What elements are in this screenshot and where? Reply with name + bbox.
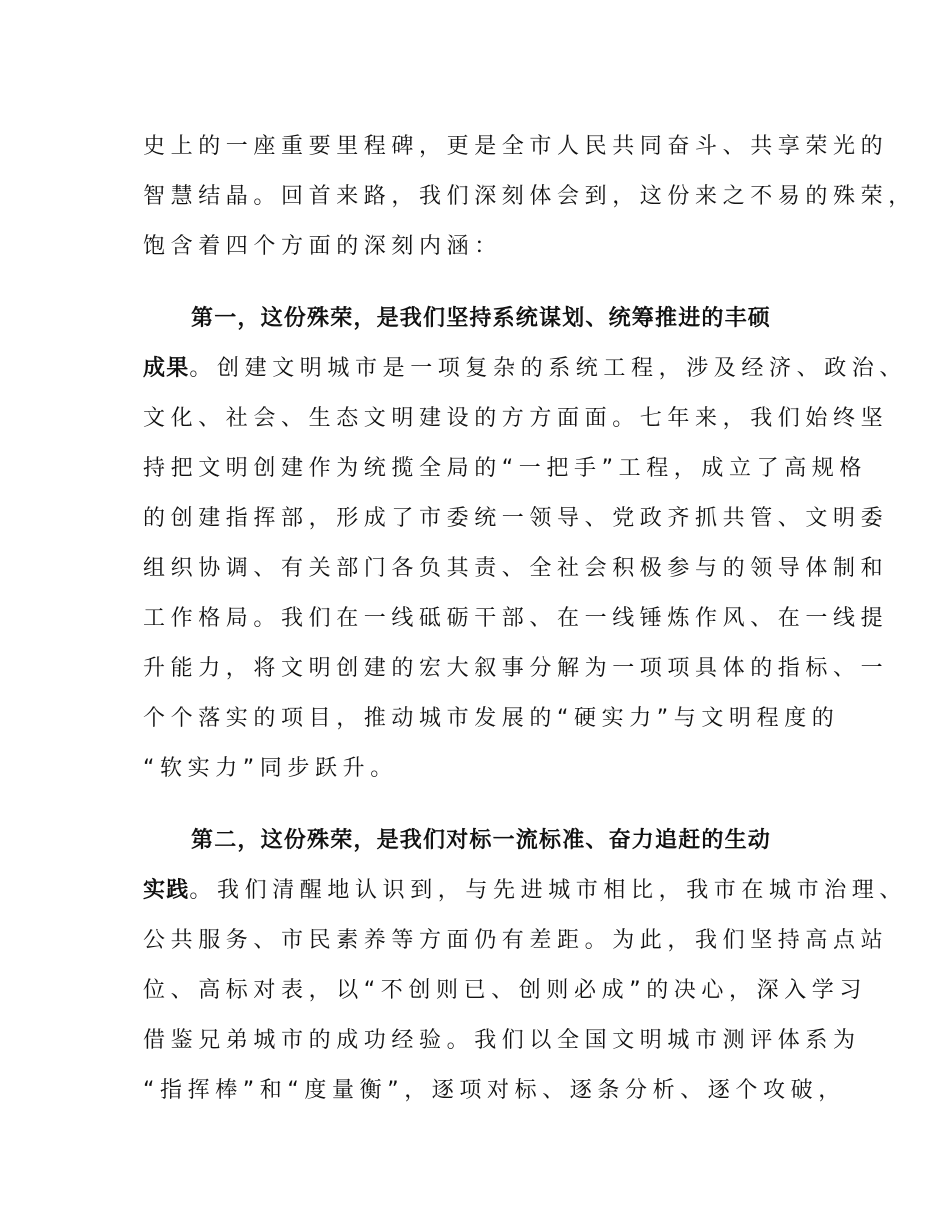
text-line-rest: 。我们清醒地认识到，与先进城市相比，我市在城市治理、	[189, 878, 908, 903]
text-line: 公共服务、市民素养等方面仍有差距。为此，我们坚持高点站	[143, 928, 889, 953]
paragraph-second	[143, 816, 908, 1116]
text-line: 组织协调、有关部门各负其责、全社会积极参与的领导体制和	[143, 556, 889, 581]
text-line-rest: 。创建文明城市是一项复杂的系统工程，涉及经济、政治、	[189, 356, 908, 381]
text-line: 个个落实的项目，推动城市发展的“硬实力”与文明程度的	[143, 706, 840, 731]
text-line: 史上的一座重要里程碑，更是全市人民共同奋斗、共享荣光的	[143, 134, 889, 159]
document-page	[143, 122, 916, 1116]
section-heading-second: 第二，这份殊荣，是我们对标一流标准、奋力追赶的生动	[191, 828, 772, 853]
text-line: “指挥棒”和“度量衡”，逐项对标、逐条分析、逐个攻破，	[143, 1078, 846, 1103]
text-line: 的创建指挥部，形成了市委统一领导、党政齐抓共管、文明委	[143, 506, 889, 531]
paragraph-spacer	[143, 272, 823, 294]
paragraph-spacer	[143, 794, 823, 816]
text-line: 位、高标对表，以“不创则已、创则必成”的决心，深入学习	[143, 978, 867, 1003]
text-line: 持把文明创建作为统揽全局的“一把手”工程，成立了高规格	[143, 456, 867, 481]
text-line: 文化、社会、生态文明建设的方方面面。七年来，我们始终坚	[143, 406, 889, 431]
text-line: 工作格局。我们在一线砥砺干部、在一线锤炼作风、在一线提	[143, 606, 889, 631]
section-heading-first: 第一，这份殊荣，是我们坚持系统谋划、统筹推进的丰硕	[191, 306, 772, 331]
text-line: 饱含着四个方面的深刻内涵：	[143, 234, 502, 259]
text-line: 借鉴兄弟城市的成功经验。我们以全国文明城市测评体系为	[143, 1028, 861, 1053]
text-line	[143, 866, 908, 916]
section-heading-second-end: 实践	[143, 878, 190, 903]
text-line: 升能力，将文明创建的宏大叙事分解为一项项具体的指标、一	[143, 656, 889, 681]
text-line: “软实力”同步跃升。	[143, 756, 398, 781]
paragraph-intro	[143, 122, 916, 272]
text-line: 智慧结晶。回首来路，我们深刻体会到，这份来之不易的殊荣，	[143, 184, 916, 209]
text-line	[143, 344, 908, 394]
section-heading-first-end: 成果	[143, 356, 190, 381]
paragraph-first	[143, 294, 908, 794]
